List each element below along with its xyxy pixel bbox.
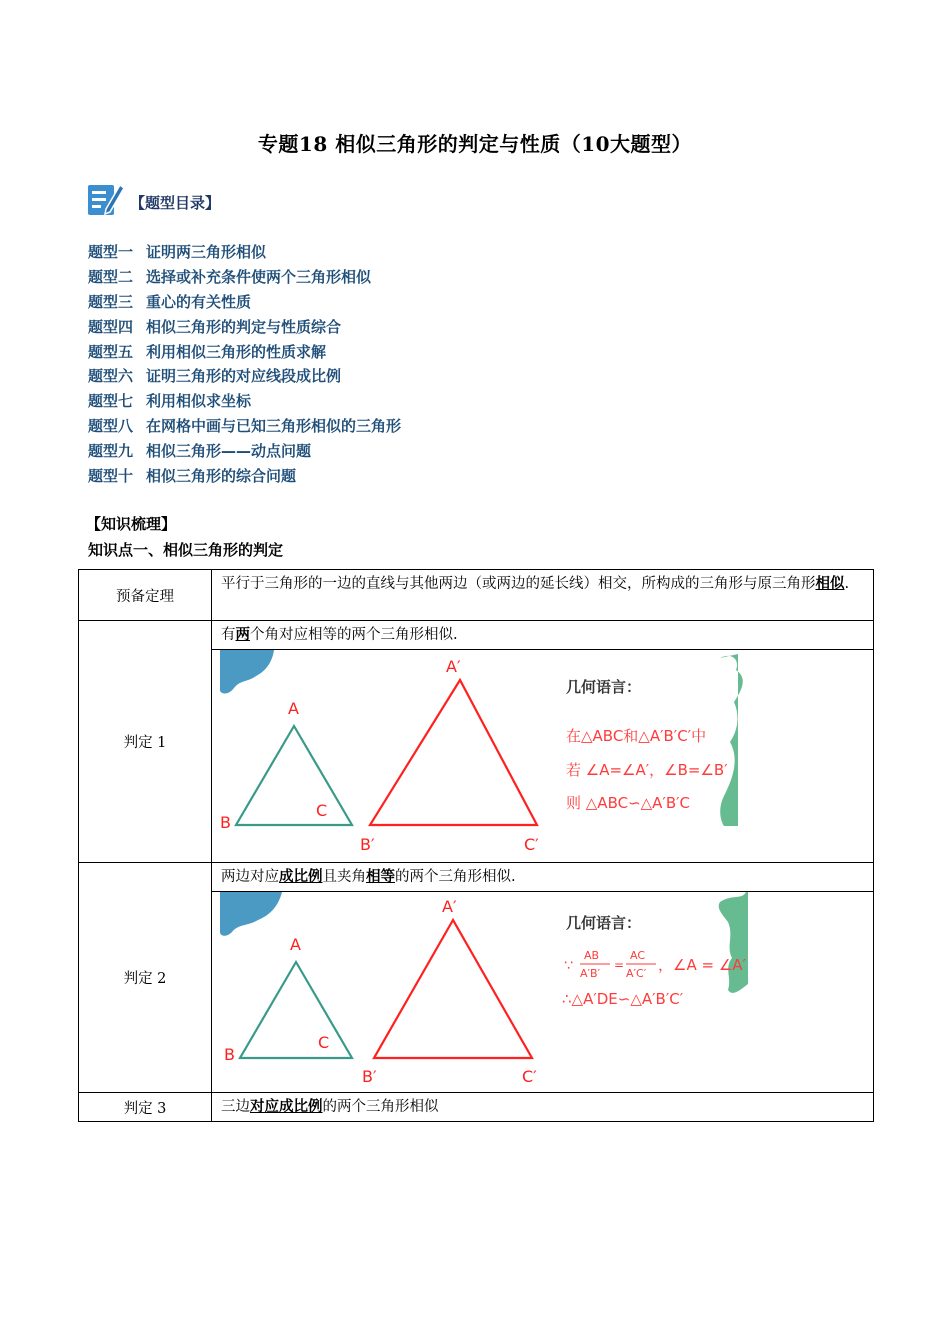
toc-item[interactable]: 题型四 相似三角形的判定与性质综合 — [88, 317, 342, 336]
fraction-denominator: A′B′ — [580, 967, 601, 980]
page-title: 专题18 相似三角形的判定与性质（10大题型） — [257, 132, 693, 156]
fraction-numerator: AB — [584, 949, 600, 962]
vertex-label: C′ — [522, 1067, 537, 1086]
row-text: 平行于三角形的一边的直线与其他两边（或两边的延长线）相交，所构成的三角形与原三角形相似. — [212, 570, 874, 621]
row-text: 两边对应成比例且夹角相等的两个三角形相似. — [212, 863, 874, 892]
figure-cell — [212, 892, 874, 1093]
vertex-label: B — [224, 1045, 235, 1064]
green-splash — [720, 654, 743, 826]
toc-item[interactable]: 题型二 选择或补充条件使两个三角形相似 — [88, 267, 372, 286]
row-label: 预备定理 — [79, 570, 212, 621]
vertex-label: A — [288, 699, 299, 718]
toc-item[interactable]: 题型六 证明三角形的对应线段成比例 — [88, 367, 342, 386]
vertex-label: B′ — [360, 835, 375, 854]
geo-line: 则 △ABC∽△A′B′C — [566, 794, 691, 812]
row-text: 三边对应成比例的两个三角形相似 — [212, 1093, 874, 1122]
vertex-label: A′ — [446, 657, 461, 676]
geo-language-heading: 几何语言： — [566, 678, 642, 696]
toc-item[interactable]: 题型八 在网格中画与已知三角形相似的三角形 — [88, 417, 402, 436]
fraction-denominator: A′C′ — [626, 967, 647, 980]
vertex-label: C — [318, 1033, 330, 1052]
vertex-label: C′ — [524, 835, 539, 854]
toc-header — [86, 178, 220, 218]
row-label: 判定 2 — [79, 863, 212, 1093]
blue-splash — [220, 650, 274, 694]
table-row — [79, 570, 874, 621]
geo-language-heading: 几何语言： — [566, 914, 642, 932]
table-row — [79, 621, 874, 650]
knowledge-point-heading: 知识点一、相似三角形的判定 — [88, 541, 284, 559]
triangle-a2b2c2 — [374, 920, 532, 1058]
similar-triangles-figure-1 — [212, 650, 875, 862]
triangle-a2b2c2 — [370, 680, 537, 825]
angle-condition: ，∠A = ∠A′ — [658, 956, 746, 974]
geo-conclusion: ∴△A′DE∽△A′B′C′ — [562, 990, 684, 1008]
vertex-label: A′ — [442, 897, 457, 916]
triangle-abc — [236, 726, 352, 825]
vertex-label: B — [220, 813, 231, 832]
edit-note-icon — [86, 179, 126, 217]
toc-item[interactable]: 题型十 相似三角形的综合问题 — [88, 467, 297, 486]
because-symbol: ∵ — [564, 958, 573, 974]
criteria-table — [78, 569, 874, 1122]
toc-label: 【题型目录】 — [130, 193, 221, 212]
fraction-numerator: AC — [630, 949, 646, 962]
triangle-abc — [240, 962, 352, 1058]
geo-line: 若 ∠A=∠A′，∠B=∠B′ — [566, 761, 728, 779]
row-label: 判定 1 — [79, 621, 212, 863]
blue-splash — [220, 892, 282, 936]
geo-line: 在△ABC和△A′B′C′中 — [566, 727, 707, 745]
toc-item[interactable]: 题型五 利用相似三角形的性质求解 — [88, 342, 327, 361]
green-splash — [719, 892, 748, 993]
toc-item[interactable]: 题型七 利用相似求坐标 — [88, 392, 252, 411]
row-text: 有两个角对应相等的两个三角形相似. — [212, 621, 874, 650]
toc-item[interactable]: 题型三 重心的有关性质 — [88, 292, 252, 311]
vertex-label: A — [290, 935, 301, 954]
toc-list — [88, 240, 401, 489]
vertex-label: B′ — [362, 1067, 377, 1086]
row-label: 判定 3 — [79, 1093, 212, 1122]
table-row — [79, 863, 874, 892]
toc-item[interactable]: 题型一 证明两三角形相似 — [88, 243, 267, 261]
knowledge-heading: 【知识梳理】 — [86, 515, 177, 533]
vertex-label: C — [316, 801, 328, 820]
table-row — [79, 1093, 874, 1122]
toc-item[interactable]: 题型九 相似三角形——动点问题 — [88, 442, 312, 461]
equals-sign: = — [614, 958, 625, 972]
similar-triangles-figure-2 — [212, 892, 875, 1092]
figure-cell — [212, 650, 874, 863]
